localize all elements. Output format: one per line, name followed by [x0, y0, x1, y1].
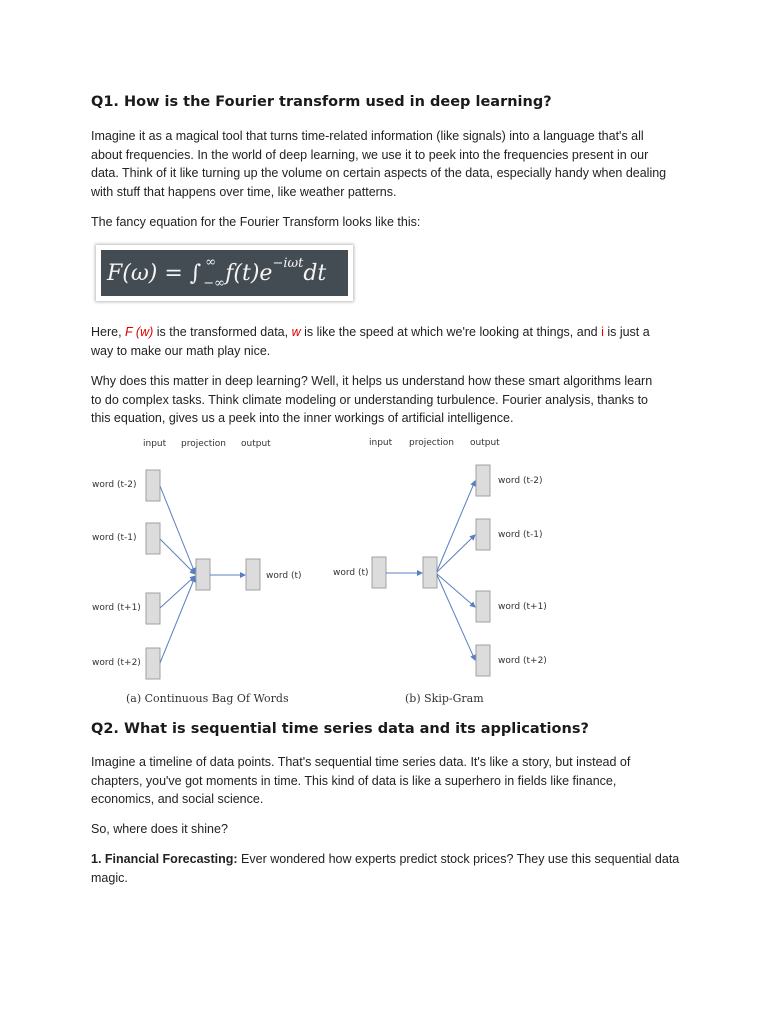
skipgram-arrow — [437, 535, 475, 572]
fourier-equation-image — [96, 245, 353, 301]
here-paragraph — [91, 323, 691, 360]
cbow-input-label: word (t+2) — [92, 658, 141, 668]
q1-intro-line: Imagine it as a magical tool that turns time-related information (like signals) into a language that's all — [91, 129, 644, 143]
cbow-header-input: input — [143, 439, 167, 449]
here-text: Here, — [91, 325, 126, 339]
q1-intro-line: about frequencies. In the world of deep learning, we use it to peek into the frequencies present in our — [91, 147, 649, 162]
skipgram-output-box — [476, 465, 490, 496]
why-paragraph — [91, 372, 691, 428]
skipgram-arrow — [437, 575, 475, 660]
cbow-output-box — [246, 559, 260, 590]
fourier-equation — [101, 250, 348, 296]
cbow-header-projection: projection — [181, 439, 226, 449]
here-text: way to make our math play nice. — [91, 343, 271, 358]
cbow-caption: (a) Continuous Bag Of Words — [126, 692, 289, 705]
cbow-output-label: word (t) — [266, 571, 302, 581]
skipgram-output-box — [476, 519, 490, 550]
cbow-arrow — [160, 486, 195, 573]
skipgram-header-input: input — [369, 438, 393, 448]
skipgram-arrow — [437, 574, 475, 607]
equation-intro: The fancy equation for the Fourier Transform looks like this: — [91, 215, 421, 229]
equation-rhs-end: dt — [303, 260, 327, 286]
q1-intro-paragraph — [91, 127, 691, 201]
integral-upper-limit: ∞ — [205, 255, 217, 270]
term-w: w — [291, 325, 301, 339]
skipgram-output-label: word (t+1) — [498, 602, 547, 612]
cbow-arrow — [160, 577, 195, 663]
cbow-input-label: word (t-2) — [92, 480, 137, 490]
cbow-arrow — [160, 576, 195, 608]
shine-question: So, where does it shine? — [91, 822, 228, 836]
q1-heading: Q1. How is the Fourier transform used in deep learning? — [91, 94, 552, 110]
q2-intro-line: economics, and social science. — [91, 792, 264, 806]
list-item-label: 1. Financial Forecasting: — [91, 852, 238, 866]
equation-lhs: F(ω) = ∫ — [107, 260, 202, 286]
skipgram-output-box — [476, 645, 490, 676]
equation-rhs-base: f(t)e — [225, 260, 273, 286]
skipgram-input-label: word (t) — [333, 568, 369, 578]
q1-intro-line: with stuff that happens over time, like weather patterns. — [91, 184, 397, 199]
skipgram-projection-box — [423, 557, 437, 588]
integral-limits — [201, 253, 225, 293]
cbow-input-box — [146, 593, 160, 624]
skipgram-output-label: word (t-1) — [498, 530, 543, 540]
why-line: Why does this matter in deep learning? Well, it helps us understand how these smart algorithms learn — [91, 374, 653, 388]
why-line: this equation, gives us a peek into the inner workings of artificial intelligence. — [91, 411, 514, 425]
skipgram-output-label: word (t-2) — [498, 476, 543, 486]
cbow-input-box — [146, 523, 160, 554]
here-text: is just a — [603, 325, 650, 339]
skipgram-output-box — [476, 591, 490, 622]
cbow-arrow — [160, 539, 195, 574]
here-text: is the transformed data, — [153, 325, 292, 339]
cbow-input-box — [146, 470, 160, 501]
q2-intro-line: Imagine a timeline of data points. That's sequential time series data. It's like a story, but instead of — [91, 755, 631, 769]
q1-intro-line: data. Think of it like turning up the volume on certain aspects of the data, especially handy when dealing — [91, 166, 667, 180]
skipgram-output-label: word (t+2) — [498, 656, 547, 666]
term-i: i — [601, 325, 604, 339]
cbow-input-label: word (t-1) — [92, 533, 137, 543]
here-text: is like the speed at which we're looking at things, and — [300, 325, 602, 339]
list-item-financial-forecasting — [91, 850, 691, 887]
list-item-text: magic. — [91, 870, 128, 885]
skipgram-arrow — [437, 481, 475, 571]
equation-exponent: −iωt — [272, 255, 304, 271]
why-line: to do complex tasks. Think climate modeling or understanding turbulence. Fourier analysis, thanks to — [91, 392, 649, 407]
skipgram-header-projection: projection — [409, 438, 454, 448]
q2-intro-paragraph — [91, 753, 691, 809]
cbow-header-output: output — [241, 439, 271, 449]
term-f-w: F (w) — [125, 325, 154, 339]
diagram-graphics — [80, 430, 680, 710]
cbow-input-box — [146, 648, 160, 679]
skipgram-header-output: output — [470, 438, 500, 448]
cbow-input-label: word (t+1) — [92, 603, 141, 613]
word2vec-diagram — [80, 430, 680, 710]
skipgram-input-box — [372, 557, 386, 588]
integral-lower-limit: −∞ — [203, 276, 225, 291]
q2-intro-line: chapters, you've got moments in time. This kind of data is like a superhero in fields like finance, — [91, 773, 617, 788]
cbow-projection-box — [196, 559, 210, 590]
q2-heading: Q2. What is sequential time series data and its applications? — [91, 721, 589, 737]
list-item-text: Ever wondered how experts predict stock prices? They use this sequential data — [237, 852, 680, 866]
skipgram-caption: (b) Skip-Gram — [405, 692, 484, 705]
